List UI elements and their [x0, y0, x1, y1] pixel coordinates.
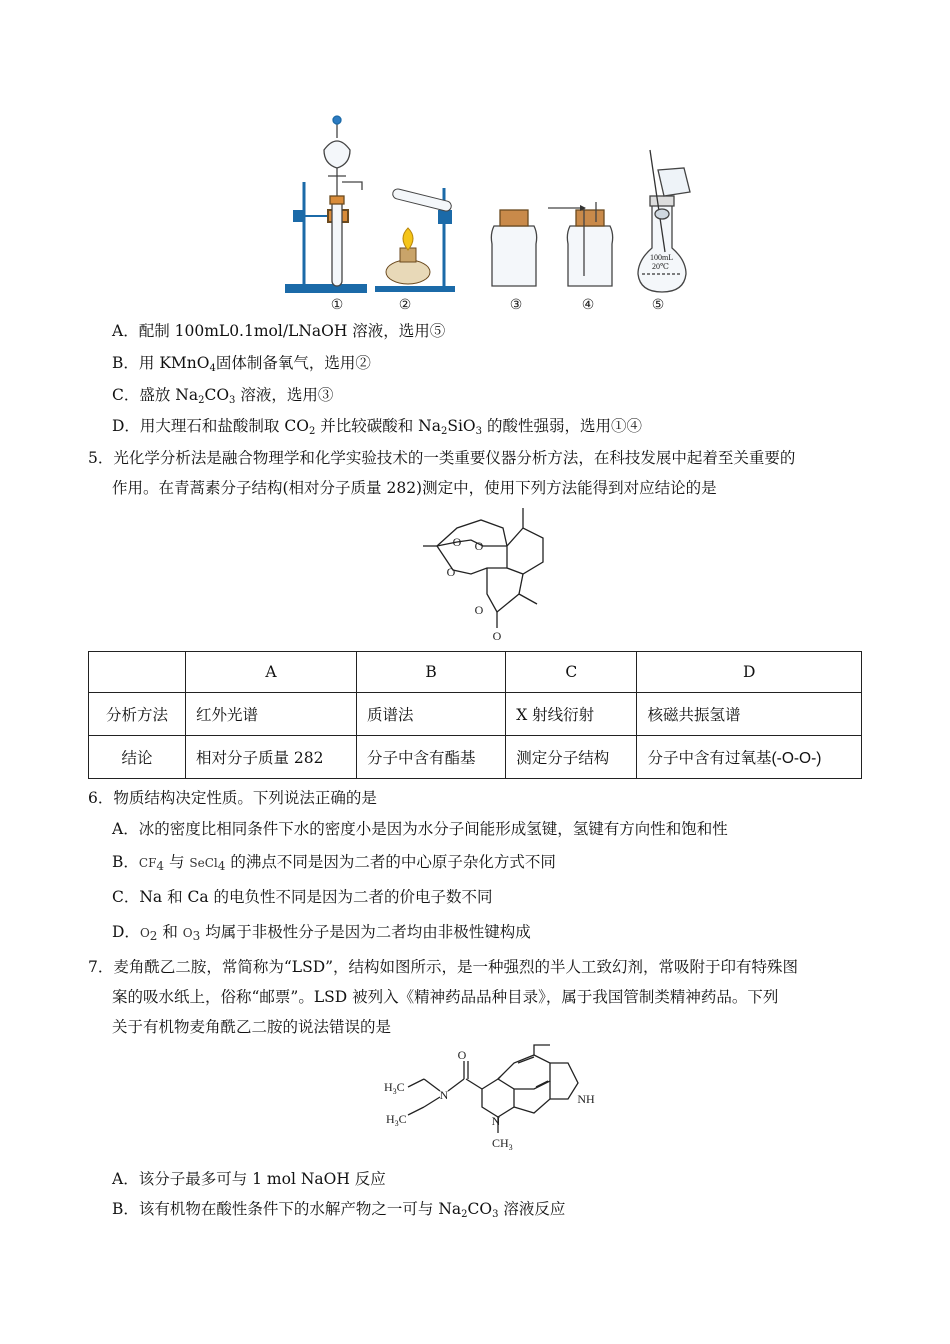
lsd-nh-label: NH: [577, 1092, 595, 1106]
q6-stem: 6．物质结构决定性质。下列说法正确的是: [88, 789, 377, 807]
apparatus-5: [638, 150, 690, 292]
lsd-h3c-1: $H_3C$: [384, 1080, 405, 1096]
q4-option-a: A．配制 100mL0.1mol/LNaOH 溶液，选用⑤: [112, 322, 446, 340]
artemisinin-structure: [415, 498, 565, 643]
lsd-n2-label: N: [491, 1114, 501, 1128]
table-cell: [89, 652, 186, 693]
structure-o-1: O: [452, 535, 462, 549]
apparatus-label-3: ③: [509, 298, 523, 313]
q6-option-a: A．冰的密度比相同条件下水的密度小是因为水分子间能形成氢键，氢键有方向性和饱和性: [112, 820, 728, 838]
q6-option-d: D．$O_2$ 和 $O_3$ 均属于非极性分子是因为二者均由非极性键构成: [112, 923, 531, 943]
q4-option-d: D．用大理石和盐酸制取 $CO_2$ 并比较碳酸和 $Na_2SiO_3$ 的酸性强弱，选用①④: [112, 417, 642, 437]
flask-temp-label: 20℃: [652, 262, 669, 271]
table-cell: B: [357, 652, 506, 693]
lsd-h3c-2: $H_3C$: [386, 1112, 407, 1128]
apparatus-2: [375, 188, 455, 292]
structure-o-3: O: [446, 565, 456, 579]
q7-stem-line1: 7．麦角酰乙二胺，常简称为“LSD”，结构如图所示，是一种强烈的半人工致幻剂，常吸附于印有特殊图: [88, 958, 799, 976]
apparatus-label-4: ④: [581, 298, 595, 313]
apparatus-3: [491, 210, 536, 286]
structure-o-5: O: [492, 629, 502, 643]
q5-table: [88, 651, 862, 779]
table-cell: 测定分子结构: [506, 736, 637, 779]
lsd-o-label: O: [457, 1048, 467, 1062]
table-cell: D: [637, 652, 862, 693]
table-cell: C: [506, 652, 637, 693]
table-cell: X 射线衍射: [506, 693, 637, 736]
q5-stem-line2: 作用。在青蒿素分子结构(相对分子质量 282)测定中，使用下列方法能得到对应结论的是: [112, 479, 717, 497]
q6-option-c: C．Na 和 Ca 的电负性不同是因为二者的价电子数不同: [112, 888, 493, 906]
apparatus-figure: [280, 110, 700, 315]
table-cell: 质谱法: [357, 693, 506, 736]
structure-o-4: O: [474, 603, 484, 617]
q4-option-b: B．用 KMnO$_4$固体制备氧气，选用②: [112, 354, 371, 374]
table-cell: 分子中含有过氧基(-O-O-): [637, 736, 862, 779]
apparatus-label-1: ①: [330, 298, 344, 313]
lsd-n-label: N: [439, 1088, 449, 1102]
apparatus-4: [548, 202, 613, 286]
q7-stem-line2: 案的吸水纸上，俗称“邮票”。LSD 被列入《精神药品品种目录》，属于我国管制类精神药品。下列: [112, 988, 779, 1006]
table-cell: 核磁共振氢谱: [637, 693, 862, 736]
table-cell: A: [186, 652, 357, 693]
lsd-structure: [372, 1043, 612, 1158]
table-cell: 分析方法: [89, 693, 186, 736]
q7-option-a: A．该分子最多可与 1 mol NaOH 反应: [112, 1170, 386, 1188]
table-cell: 红外光谱: [186, 693, 357, 736]
flask-volume-label: 100mL: [650, 253, 674, 262]
table-cell: 相对分子质量 282: [186, 736, 357, 779]
table-cell: 结论: [89, 736, 186, 779]
structure-o-2: O: [474, 539, 484, 553]
q7-option-b: B．该有机物在酸性条件下的水解产物之一可与 $Na_2CO_3$ 溶液反应: [112, 1200, 566, 1220]
table-cell: 分子中含有酯基: [357, 736, 506, 779]
q7-stem-line3: 关于有机物麦角酰乙二胺的说法错误的是: [112, 1018, 392, 1036]
table-row: [89, 693, 862, 736]
apparatus-label-5: ⑤: [651, 298, 665, 313]
lsd-ch3: $CH_3$: [492, 1136, 513, 1152]
apparatus-1: [286, 182, 366, 292]
table-row: [89, 736, 862, 779]
table-row: [89, 652, 862, 693]
q4-option-c: C．盛放 $Na_2CO_3$ 溶液，选用③: [112, 386, 334, 406]
q5-stem-line1: 5．光化学分析法是融合物理学和化学实验技术的一类重要仪器分析方法，在科技发展中起着至关重要的: [88, 449, 796, 467]
apparatus-label-2: ②: [398, 298, 412, 313]
q6-option-b: B．$CF_4$ 与 SeCl$_4$ 的沸点不同是因为二者的中心原子杂化方式不同: [112, 853, 556, 873]
